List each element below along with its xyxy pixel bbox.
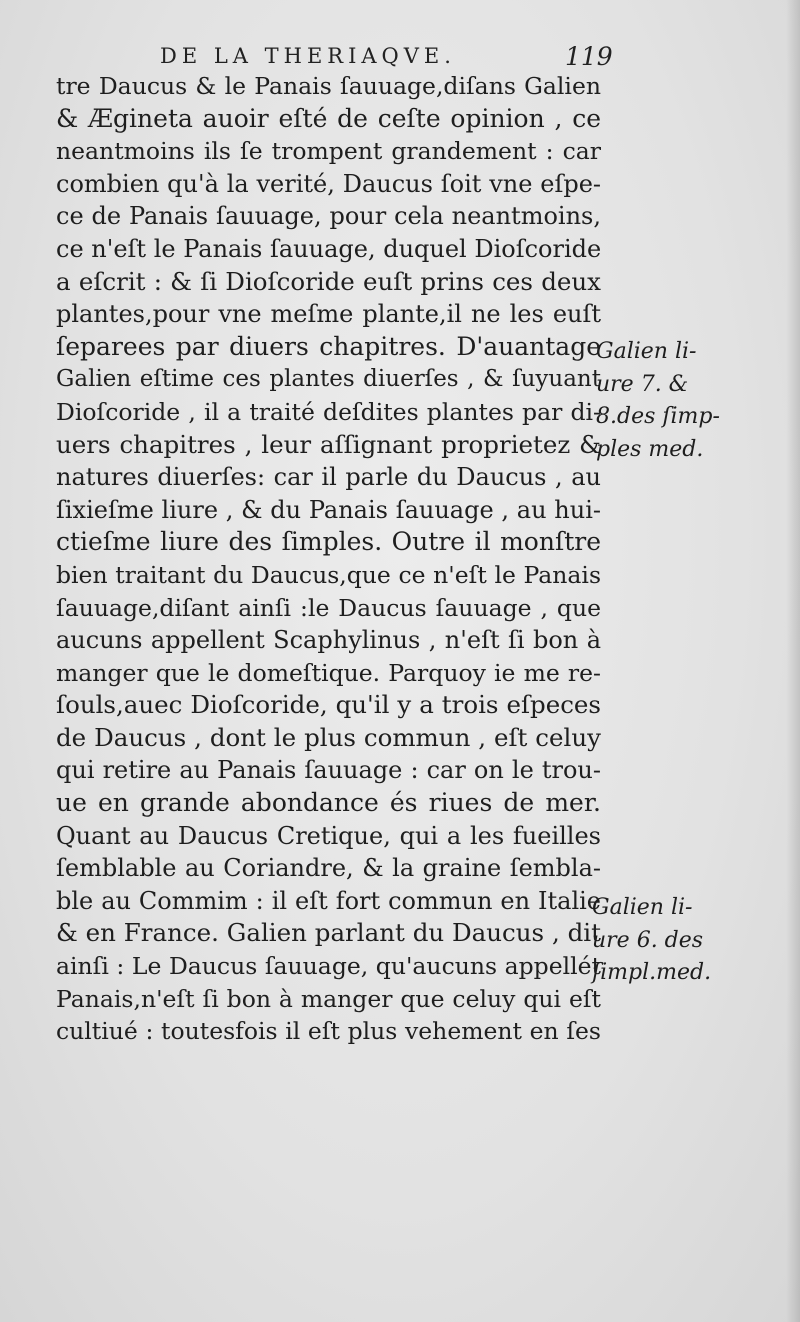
text-line: ctieſme liure des ſimples. Outre il monſtre [56, 527, 601, 557]
marginal-note-line: ure 7. & [596, 371, 689, 397]
running-title: DE LA THERIAQVE. [160, 44, 456, 68]
text-line: natures diuerſes: car il parle du Daucus , au [56, 463, 601, 492]
text-line: tre Daucus & le Panais ſauuage,diſans Galien [56, 72, 601, 100]
text-line: aucuns appellent Scaphylinus , n'eſt ſi bon à [56, 626, 601, 655]
marginal-note-line: 8.des ſimp- [596, 404, 720, 430]
text-line: ſauuage,diſant ainſi :le Daucus ſauuage , que [56, 593, 601, 622]
text-line: Quant au Daucus Cretique, qui a les fueilles [56, 821, 601, 850]
marginal-note-line: Galien li- [596, 339, 697, 364]
page-number: 119 [565, 42, 613, 71]
text-line: neantmoins ils ſe trompent grandement : car [56, 137, 601, 166]
text-line: qui retire au Panais ſauuage : car on le trou- [56, 756, 601, 785]
text-line: & Ægineta auoir eſté de ceſte opinion , ce [56, 103, 601, 133]
text-line: ble au Commim : il eſt fort commun en Italie [56, 886, 601, 915]
marginal-note-galien-6 [592, 892, 782, 990]
text-line: combien qu'à la verité, Daucus ſoit vne eſpe- [56, 169, 601, 198]
text-line: plantes,pour vne meſme plante,il ne les euſt [56, 300, 601, 329]
text-line: a eſcrit : & ſi Dioſcoride euſt prins ces deux [56, 266, 601, 296]
text-line: ſeparees par diuers chapitres. D'auantage [56, 331, 601, 361]
running-head [130, 40, 613, 71]
text-line: Galien eſtime ces plantes diuerſes , & ſuyuant [56, 366, 601, 393]
marginal-note-line: Galien li- [592, 895, 693, 920]
marginal-note-line: ples med. [596, 436, 704, 462]
text-line: ce n'eſt le Panais ſauuage, duquel Dioſcoride [56, 234, 602, 263]
text-line: cultiué : toutesfois il eſt plus vehement en ſes [56, 1017, 601, 1046]
text-line: ue en grande abondance és riues de mer. [56, 788, 601, 818]
text-line: uers chapitres , leur aſſignant proprietez & [56, 429, 601, 459]
page-edge-shadow [786, 0, 800, 1322]
marginal-note-line: ſimpl.med. [592, 960, 712, 986]
text-line: bien traitant du Daucus,que ce n'eſt le Panais [56, 560, 601, 589]
text-line: & en France. Galien parlant du Daucus , dit [56, 918, 601, 948]
text-line: ſouls,auec Dioſcoride, qu'il y a trois eſpeces [56, 690, 601, 720]
text-line: ſemblable au Coriandre, & la graine ſembla- [56, 854, 601, 883]
text-line: Panais,n'eſt ſi bon à manger que celuy qui eſt [56, 984, 601, 1013]
text-line: manger que le domeſtique. Parquoy ie me re- [56, 658, 601, 687]
text-line: Dioſcoride , il a traité deſdites plantes par di- [56, 397, 601, 426]
marginal-note-galien-7-8 [596, 336, 776, 466]
text-line: ſixieſme liure , & du Panais ſauuage , au hui- [56, 495, 601, 524]
text-line: de Daucus , dont le plus commun , eſt celuy [56, 722, 601, 752]
body-text [56, 70, 601, 1048]
marginal-note-line: ure 6. des [592, 927, 704, 953]
text-line: ce de Panais ſauuage, pour cela neantmoins, [56, 202, 601, 231]
text-line: ainſi : Le Daucus ſauuage, qu'aucuns appellét [56, 952, 601, 981]
